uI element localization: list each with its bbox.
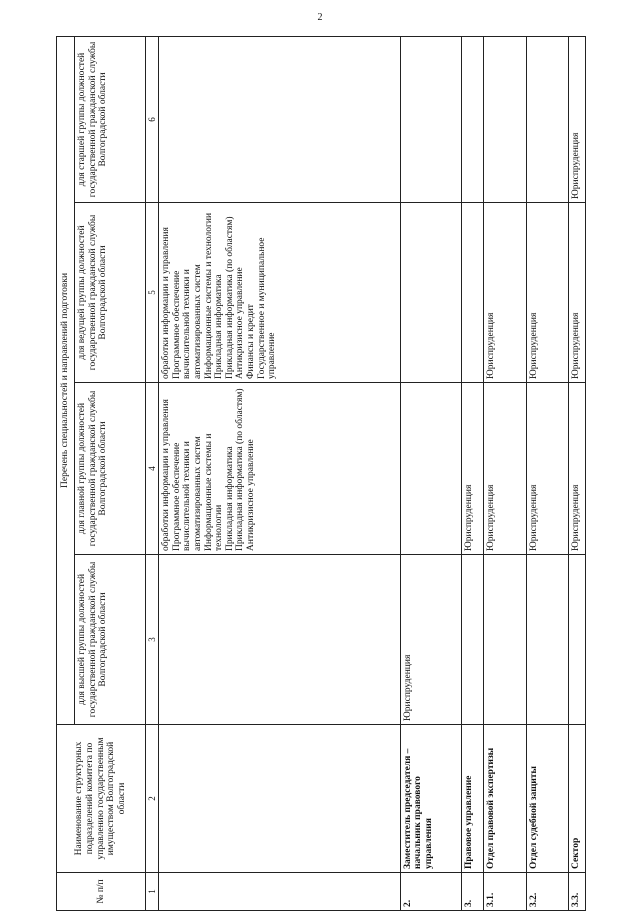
table-body [159, 36, 586, 910]
header-group-high: для высшей группы должностей государственной гражданской службы Волгоградской области [75, 555, 146, 725]
header-group-lead: для ведущей группы должностей государственной гражданской службы Волгоградской области [75, 203, 146, 383]
specialty-item: Юриспруденция [528, 484, 539, 551]
specialties-senior-cell [483, 36, 526, 202]
row-number: 2. [400, 873, 462, 911]
specialties-senior-cell [526, 36, 569, 202]
header-group-senior: для старшей группы должностей государственной гражданской службы Волгоградской области [75, 36, 146, 202]
column-number: 2 [146, 725, 159, 873]
specialty-item: Юриспруденция [571, 312, 582, 379]
specialties-lead-cell [483, 203, 526, 383]
column-number: 5 [146, 203, 159, 383]
unit-name: Заместитель председателя – начальник правового управления [400, 725, 462, 873]
specialties-main-cell [526, 383, 569, 555]
specialties-senior-cell [400, 36, 462, 202]
row-number: 3.2. [526, 873, 569, 911]
specialties-high-cell [483, 555, 526, 725]
unit-name: Отдел правовой экспертизы [483, 725, 526, 873]
specialty-item: Прикладная информатика [214, 274, 225, 379]
rotated-table-wrapper [56, 37, 586, 911]
header-num: № п/п [57, 873, 146, 911]
specialty-item: Антикризисное управление [235, 267, 246, 379]
specialty-item: Юриспруденция [571, 132, 582, 199]
specialty-item: Прикладная информатика [224, 446, 235, 551]
specialties-main-cell [159, 383, 400, 555]
table-row [483, 36, 526, 910]
row-number: 3.1. [483, 873, 526, 911]
header-specialties: Перечень специальностей и направлений подготовки [57, 36, 75, 724]
header-group-main: для главной группы должностей государственной гражданской службы Волгоградской области [75, 383, 146, 555]
table-row [462, 36, 483, 910]
specialties-high-cell [462, 555, 483, 725]
specialty-item: Юриспруденция [485, 484, 496, 551]
specialty-item: Информационные системы и технологии [203, 212, 214, 379]
table-row [159, 36, 400, 910]
unit-name: Сектор [569, 725, 586, 873]
specialties-high-cell [159, 555, 400, 725]
specialties-lead-cell [569, 203, 586, 383]
specialty-item: Юриспруденция [402, 654, 413, 721]
specialties-main-cell [462, 383, 483, 555]
header-unit-name: Наименование структурных подразделений комитета по управлению государственным имуществом Волгоградской области [57, 725, 146, 873]
table-row [526, 36, 569, 910]
specialties-high-cell [526, 555, 569, 725]
specialties-lead-cell [462, 203, 483, 383]
row-number: 3.3. [569, 873, 586, 911]
specialties-main-cell [569, 383, 586, 555]
specialty-item: Юриспруденция [464, 484, 475, 551]
page-number: 2 [317, 12, 323, 23]
row-number: 3. [462, 873, 483, 911]
specialty-item: Юриспруденция [528, 312, 539, 379]
unit-name [159, 725, 400, 873]
unit-name: Правовое управление [462, 725, 483, 873]
specialties-main-cell [483, 383, 526, 555]
specialty-item: Информационные системы и технологии [203, 433, 225, 551]
specialty-item: Государственное и муниципальное управление [256, 237, 278, 379]
column-number: 1 [146, 873, 159, 911]
specialties-lead-cell [159, 203, 400, 383]
specialties-high-cell [400, 555, 462, 725]
specialties-main-cell [400, 383, 462, 555]
specialty-item: Прикладная информатика (по областям) [235, 388, 246, 551]
table-row [569, 36, 586, 910]
specialties-lead-cell [526, 203, 569, 383]
specialty-item: Антикризисное управление [246, 439, 257, 551]
unit-name: Отдел судебной защиты [526, 725, 569, 873]
specialties-senior-cell [462, 36, 483, 202]
specialties-senior-cell [159, 36, 400, 202]
specialties-high-cell [569, 555, 586, 725]
specialty-item: Юриспруденция [485, 312, 496, 379]
specialty-item: обработки информации и управления [161, 399, 172, 551]
specialties-table [56, 36, 586, 911]
column-number: 6 [146, 36, 159, 202]
specialty-item: обработки информации и управления [161, 227, 172, 379]
specialty-item: Финансы и кредит [246, 304, 257, 379]
specialties-senior-cell [569, 36, 586, 202]
specialty-item: Программное обеспечение вычислительной техники и автоматизированных систем [171, 436, 203, 551]
specialty-item: Программное обеспечение вычислительной техники и автоматизированных систем [171, 264, 203, 379]
specialty-item: Прикладная информатика (по областям) [224, 216, 235, 379]
specialty-item: Юриспруденция [571, 484, 582, 551]
column-number: 3 [146, 555, 159, 725]
table-row [400, 36, 462, 910]
column-number: 4 [146, 383, 159, 555]
specialties-lead-cell [400, 203, 462, 383]
